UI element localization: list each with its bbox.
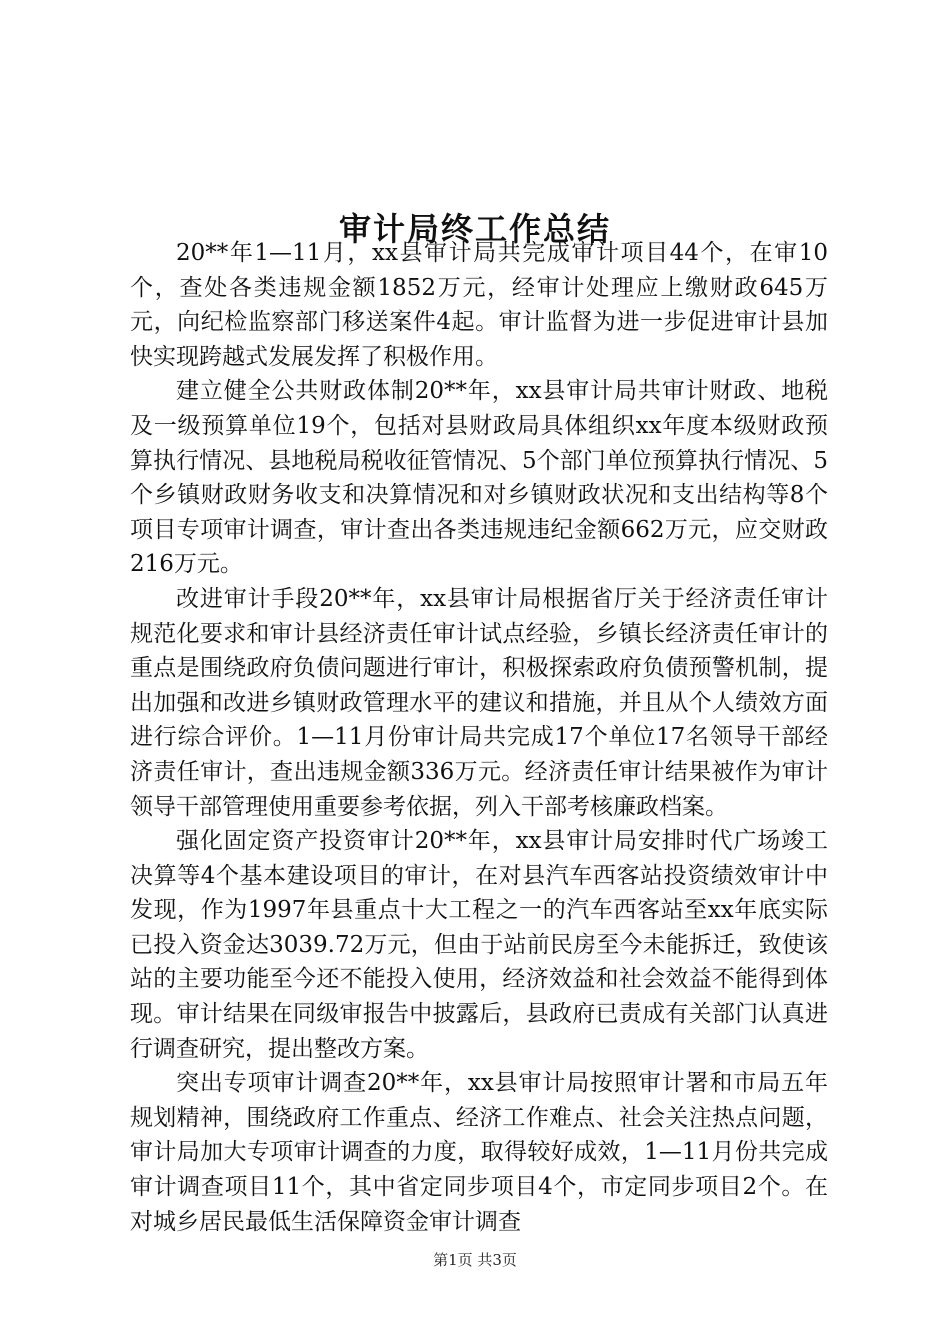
paragraph-4: 强化固定资产投资审计20**年，xx县审计局安排时代广场竣工决算等4个基本建设项目的审计，在对县汽车西客站投资绩效审计中发现，作为1997年县重点十大工程之一的汽车西客站至xx年底实际已投入资金达3039.72万元，但由于站前民房至今未能拆迁，致使该站的主要功能至今还不能投入使用，经济效益和社会效益不能得到体现。审计结果在同级审报告中披露后，县政府已责成有关部门认真进行调查研究，提出整改方案。 — [130, 828, 828, 1062]
paragraph-3: 改进审计手段20**年，xx县审计局根据省厅关于经济责任审计规范化要求和审计县经济责任审计试点经验，乡镇长经济责任审计的重点是围绕政府负债问题进行审计，积极探索政府负债预警机制，提出加强和改进乡镇财政管理水平的建议和措施，并且从个人绩效方面进行综合评价。1—11月份审计局共完成17个单位17名领导干部经济责任审计，查出违规金额336万元。经济责任审计结果被作为审计领导干部管理使用重要参考依据，列入干部考核廉政档案。 — [130, 585, 828, 820]
document-title: 审计局终工作总结 — [338, 210, 611, 249]
paragraph-5: 突出专项审计调查20**年，xx县审计局按照审计署和市局五年规划精神，围绕政府工作重点、经济工作难点、社会关注热点问题，审计局加大专项审计调查的力度，取得较好成效，1—11月份共完成审计调查项目11个，其中省定同步项目4个，市定同步项目2个。在对城乡居民最低生活保障资金审计调查 — [130, 1070, 828, 1235]
document-body — [130, 236, 828, 1239]
paragraph-1: 20**年1—11月，xx县审计局共完成审计项目44个，在审10个，查处各类违规金额1852万元，经审计处理应上缴财政645万元，向纪检监察部门移送案件4起。审计监督为进一步促进审计县加快实现跨越式发展发挥了积极作用。 — [130, 240, 828, 370]
page-footer: 第1页 共3页 — [433, 1251, 517, 1269]
paragraph-2: 建立健全公共财政体制20**年，xx县审计局共审计财政、地税及一级预算单位19个，包括对县财政局具体组织xx年度本级财政预算执行情况、县地税局税收征管情况、5个部门单位预算执行情况、5个乡镇财政财务收支和决算情况和对乡镇财政状况和支出结构等8个项目专项审计调查，审计查出各类违规违纪金额662万元，应交财政216万元。 — [130, 378, 828, 578]
